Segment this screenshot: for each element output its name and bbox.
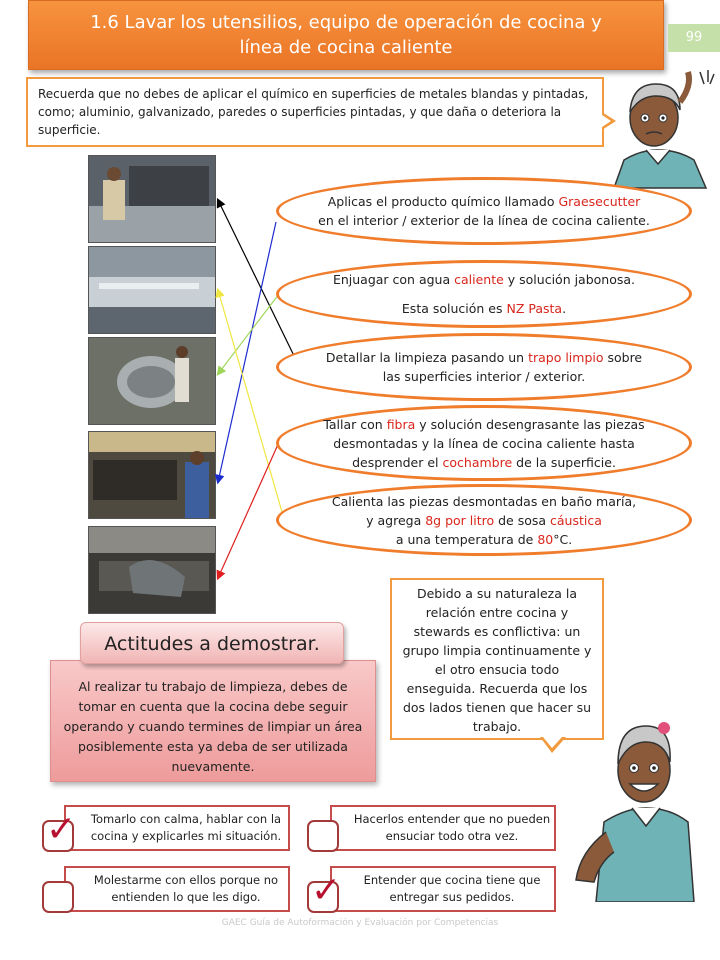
step-text: y solución desengrasante las piezas [415,416,645,432]
step-text: Detallar la limpieza pasando un [325,350,529,365]
option-understand-kitchen [330,866,556,912]
step-text: a una temperatura de [395,531,538,547]
step-highlight: Graesecutter [558,194,641,209]
step-rinse [276,260,692,328]
page-number: 99 [668,24,720,52]
step-text: Enjuagar con agua [332,272,455,287]
step-text: de sosa [494,512,551,528]
step-text: . [562,301,567,316]
step-text: desmontadas y la línea de cocina caliente hasta [333,435,635,451]
check-mark-icon: ✓ [46,809,77,850]
option-label: Entender que cocina tiene que entregar sus pedidos. [363,873,541,904]
attitudes-title: Actitudes a demostrar. [80,622,344,664]
option-checkbox-2[interactable] [307,820,339,852]
step-highlight: 8g por litro [425,512,495,528]
step-text: las superficies interior / exterior. [382,369,586,384]
step-highlight: fibra [386,416,416,432]
step-text: °C. [553,531,573,547]
arrow-red [218,440,280,578]
smiling-woman-illustration [566,712,716,902]
step-text: Aplicas el producto químico llamado [327,194,559,209]
step-apply-chemical [276,177,692,245]
step-highlight: cáustica [550,512,602,528]
option-label: Hacerlos entender que no pueden ensuciar todo otra vez. [353,812,551,843]
check-mark-icon: ✓ [311,870,342,911]
step-text: y solución jabonosa. [503,272,636,287]
page-footer: GAEC Guía de Autoformación y Evaluación por Competencias [221,918,499,928]
step-highlight: cochambre [442,454,513,470]
arrow-blue [218,222,276,482]
step-text: y agrega [366,512,426,528]
option-get-angry [64,866,290,912]
step-heat-pieces [276,484,692,556]
step-text: en el interior / exterior de la línea de cocina caliente. [318,213,650,228]
step-highlight: NZ Pasta [506,301,563,316]
step-text: Tallar con [323,416,387,432]
step-highlight: caliente [454,272,504,287]
page-title-line1: 1.6 Lavar los utensilios, equipo de operación de cocina y [90,12,602,33]
option-stay-calm [64,805,290,851]
option-checkbox-1[interactable] [42,809,77,852]
step-highlight: trapo limpio [528,350,604,365]
note-callout: Debido a su naturaleza la relación entre cocina y stewards es conflictiva: un grupo limpia continuamente y el otro ensucia todo enseguida. Recuerda que los dos lados tienen que hacer su trabajo. [390,578,604,740]
option-label: Tomarlo con calma, hablar con la cocina y explicarles mi situación. [90,812,282,843]
step-scrub [276,405,692,481]
arrow-yellow [218,290,282,512]
step-highlight: 80 [537,531,554,547]
option-label: Molestarme con ellos porque no entienden lo que les digo. [93,873,279,904]
option-checkbox-3[interactable] [42,881,74,913]
step-text: de la superficie. [512,454,616,470]
step-detail-cleaning [276,333,692,401]
option-make-them-understand [330,805,556,851]
step-text: sobre [603,350,643,365]
step-text: Esta solución es [401,301,507,316]
arrow-green [218,290,282,374]
warning-callout: Recuerda que no debes de aplicar el químico en superficies de metales blandas y pintadas, como; aluminio, galvanizado, paredes o superficies pintadas, y que daña o deteriora la superficie. [26,77,604,147]
step-text: desprender el [352,454,443,470]
option-checkbox-4[interactable] [307,870,342,913]
arrow-black [218,200,298,364]
page-title-line2: línea de cocina caliente [239,37,453,58]
attitudes-text: Al realizar tu trabajo de limpieza, debes de tomar en cuenta que la cocina debe seguir operando y cuando termines de limpiar un área posiblemente esta ya deba de ser utilizada nuevamente. [50,660,376,782]
step-text: Calienta las piezas desmontadas en baño maría, [331,493,637,509]
note-callout-tail-inner [543,737,562,748]
